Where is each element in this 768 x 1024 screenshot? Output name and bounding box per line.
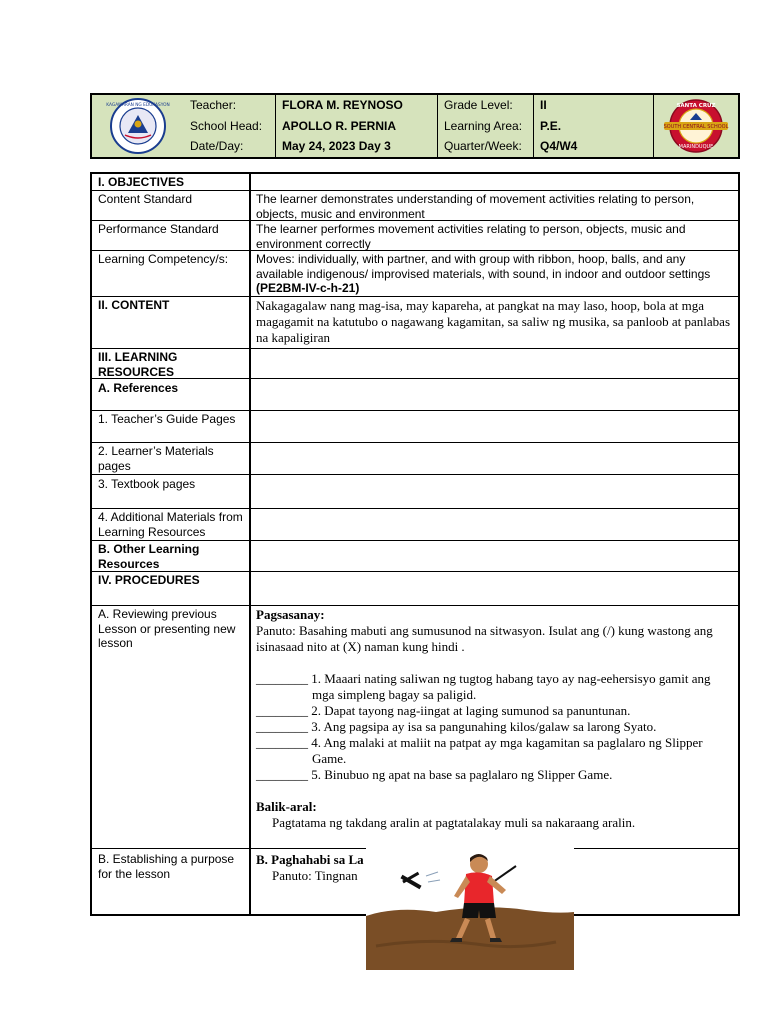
performance-standard-label: Performance Standard: [98, 222, 219, 236]
competency-label: Learning Competency/s:: [98, 252, 229, 266]
school-seal-icon: [654, 95, 738, 157]
paghahabi-title: B. Paghahabi sa La: [256, 852, 364, 867]
date-day-label: Date/Day:: [184, 136, 276, 157]
paghahabi-instructions: Panuto: Tingnan: [272, 868, 358, 883]
seal-lettering: SOUTH CENTRAL SCHOOL: [663, 124, 729, 131]
boy-playing-syato-illustration: [366, 846, 574, 970]
content-standard-text: The learner demonstrates understanding of movement activities relating to person, objects, music and environment: [256, 192, 695, 221]
exercise-item: [256, 719, 732, 735]
pagsasanay-instructions: Panuto: Basahing mabuti ang sumusunod na sitwasyon. Isulat ang (/) kung wastong ang isinasaad nito at (X) naman kung hindi .: [256, 623, 713, 654]
header-table: [90, 93, 740, 159]
header-row-date: [184, 136, 654, 157]
lm-pages-label: 2. Learner’s Materials pages: [98, 444, 214, 473]
exercise-text: 2. Dapat tayong nag-iingat at laging sumunod sa panuntunan.: [311, 703, 631, 718]
grade-level-label: Grade Level:: [438, 95, 534, 116]
deped-seal-cell: [92, 95, 185, 157]
exercise-item: [256, 671, 732, 703]
row-references: [92, 378, 738, 411]
row-reviewing-lesson: [92, 605, 738, 849]
references-heading: A. References: [98, 381, 179, 395]
row-other-resources: [92, 540, 738, 572]
exercise-item: [256, 767, 732, 783]
row-performance-standard: [92, 220, 738, 251]
balik-aral-title: Balik-aral:: [256, 799, 317, 814]
row-tg-pages: [92, 410, 738, 443]
learning-area-value: P.E.: [534, 116, 654, 137]
deped-seal-icon: [92, 95, 184, 157]
objectives-heading: I. OBJECTIVES: [98, 175, 185, 189]
content-standard-label: Content Standard: [98, 192, 193, 206]
seal-lettering: SANTA CRUZ: [676, 103, 716, 109]
textbook-pages-label: 3. Textbook pages: [98, 477, 196, 491]
row-content-standard: [92, 190, 738, 221]
procedures-heading: IV. PROCEDURES: [98, 573, 200, 587]
competency-text: Moves: individually, with partner, and with group with ribbon, hoop, balls, and any available indigenous/ improvised materials, with sound, in indoor and outdoor settings: [256, 252, 711, 281]
quarter-week-label: Quarter/Week:: [438, 136, 534, 157]
row-content: [92, 296, 738, 349]
header-row-teacher: [184, 95, 654, 117]
row-lm-pages: [92, 442, 738, 475]
date-day-value: May 24, 2023 Day 3: [276, 136, 438, 157]
competency-cell: [256, 252, 732, 296]
exercise-text: 5. Binubuo ng apat na base sa paglalaro ng Slipper Game.: [311, 767, 613, 782]
content-heading: II. CONTENT: [98, 298, 170, 312]
quarter-week-value: Q4/W4: [534, 136, 654, 157]
competency-code: (PE2BM-IV-c-h-21): [256, 281, 360, 295]
row-textbook-pages: [92, 474, 738, 509]
answer-blank: ________: [256, 767, 308, 782]
header-row-school-head: [184, 116, 654, 138]
reviewing-lesson-label: A. Reviewing previous Lesson or presenting new lesson: [98, 607, 236, 650]
additional-materials-label: 4. Additional Materials from Learning Resources: [98, 510, 243, 539]
row-competency: [92, 250, 738, 297]
learning-resources-heading: III. LEARNING RESOURCES: [98, 350, 178, 379]
other-resources-heading: B. Other Learning Resources: [98, 542, 200, 571]
teacher-label: Teacher:: [184, 95, 276, 116]
establishing-purpose-label: B. Establishing a purpose for the lesson: [98, 852, 235, 881]
seal-lettering: KAGAWARAN NG EDUKASYON: [106, 103, 170, 108]
content-text: Nakagagalaw nang mag-isa, may kapareha, at pangkat na may laso, hoop, bola at mga magagamit na katutubo o nagawang kagamitan, sa saliw ng musika, sa panloob at panlabas na kapaligiran: [256, 298, 731, 345]
grade-level-value: II: [534, 95, 654, 116]
pagsasanay-title: Pagsasanay:: [256, 607, 325, 622]
exercise-item: [256, 735, 732, 767]
answer-blank: ________: [256, 735, 308, 750]
learning-area-label: Learning Area:: [438, 116, 534, 137]
school-seal-cell: [653, 95, 738, 157]
exercise-text: 4. Ang malaki at maliit na patpat ay mga kagamitan sa paglalaro ng Slipper Game.: [311, 735, 703, 766]
answer-blank: ________: [256, 719, 308, 734]
performance-standard-text: The learner performes movement activities relating to person, objects, music and environment correctly: [256, 222, 686, 251]
exercise-text: 3. Ang pagsipa ay isa sa pangunahing kilos/galaw sa larong Syato.: [311, 719, 657, 734]
school-head-label: School Head:: [184, 116, 276, 137]
school-head-value: APOLLO R. PERNIA: [276, 116, 438, 137]
row-learning-resources: [92, 348, 738, 379]
tg-pages-label: 1. Teacher’s Guide Pages: [98, 412, 236, 426]
seal-lettering: MARINDUQUE: [678, 144, 714, 150]
row-additional-materials: [92, 508, 738, 541]
teacher-value: FLORA M. REYNOSO: [276, 95, 438, 116]
row-procedures: [92, 571, 738, 606]
balik-aral-text: Pagtatama ng takdang aralin at pagtatalakay muli sa nakaraang aralin.: [272, 815, 636, 830]
answer-blank: ________: [256, 671, 308, 686]
exercise-text: 1. Maaari nating saliwan ng tugtog habang tayo ay nag-eehersisyo gamit ang mga simpleng bagay sa paligid.: [311, 671, 711, 702]
exercise-item: [256, 703, 732, 719]
reviewing-lesson-cell: [256, 607, 732, 831]
row-objectives-heading: [92, 174, 738, 190]
lesson-plan-table: [90, 172, 740, 916]
answer-blank: ________: [256, 703, 308, 718]
